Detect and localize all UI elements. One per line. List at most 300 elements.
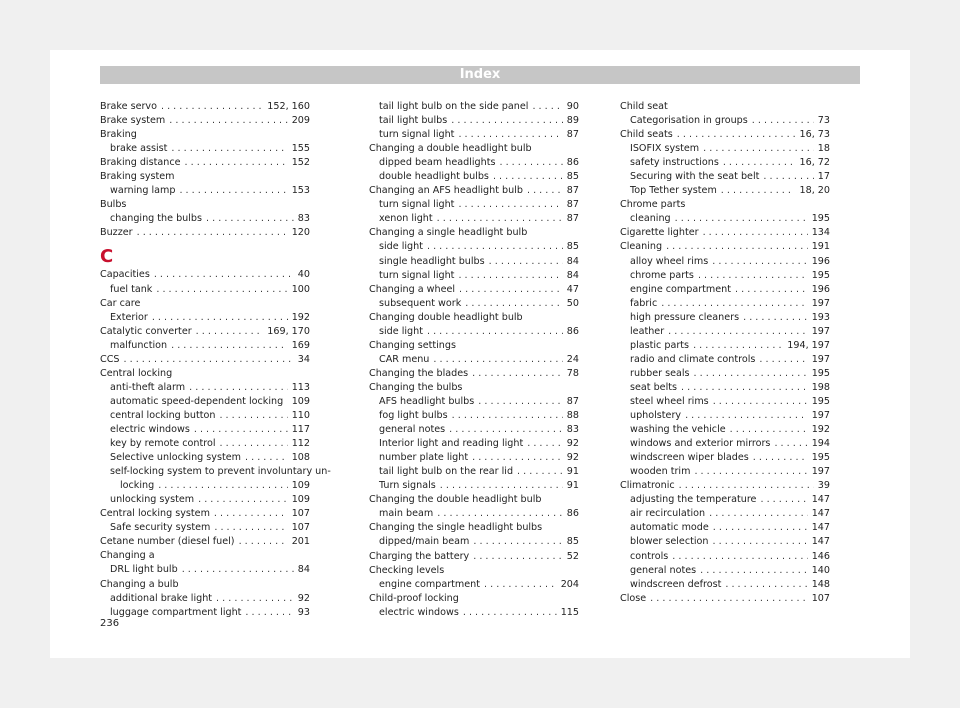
dot-leader <box>182 563 294 577</box>
entry-term: Climatronic <box>620 480 675 492</box>
entry-page-ref[interactable]: 87 <box>566 185 579 197</box>
index-heading: Changing double headlight bulb <box>369 311 523 323</box>
entry-page-ref[interactable]: 197 <box>811 410 830 422</box>
entry-page-ref[interactable]: 91 <box>566 466 579 478</box>
index-column-1 <box>100 100 331 620</box>
entry-page-ref[interactable]: 18, 20 <box>799 185 830 197</box>
entry-term: Child seats <box>620 129 673 141</box>
index-subentry <box>369 479 579 493</box>
entry-page-ref[interactable]: 89 <box>566 115 579 127</box>
entry-page-ref[interactable]: 192 <box>291 311 310 323</box>
entry-page-ref[interactable]: 197 <box>811 353 830 365</box>
entry-page-ref[interactable]: 84 <box>566 255 579 267</box>
entry-page-ref[interactable]: 86 <box>566 157 579 169</box>
index-heading: Car care <box>100 297 141 309</box>
entry-page-ref[interactable]: 146 <box>811 550 830 562</box>
index-subentry <box>100 479 310 493</box>
index-subentry <box>620 142 830 156</box>
index-subentry <box>100 563 310 577</box>
index-subentry <box>369 535 579 549</box>
index-subentry <box>369 128 579 142</box>
entry-page-ref[interactable]: 195 <box>811 395 830 407</box>
entry-page-ref[interactable]: 16, 73 <box>799 129 830 141</box>
dot-leader <box>730 423 808 437</box>
entry-term: Brake system <box>100 115 166 127</box>
entry-page-ref[interactable]: 169, 170 <box>267 325 310 337</box>
entry-term: luggage compartment light <box>110 606 242 618</box>
index-entry <box>100 226 310 240</box>
index-subentry <box>100 395 310 409</box>
entry-term: tail light bulb on the side panel <box>379 101 529 112</box>
index-subentry <box>369 578 579 592</box>
entry-term: tail light bulbs <box>379 115 448 127</box>
dot-leader <box>478 395 563 409</box>
entry-page-ref[interactable]: 195 <box>811 213 830 225</box>
index-entry <box>620 128 830 142</box>
dot-leader <box>489 255 563 269</box>
index-subentry <box>620 423 830 437</box>
entry-term: engine compartment <box>379 578 481 590</box>
entry-page-ref[interactable]: 52 <box>566 550 579 562</box>
entry-term: Turn signals <box>379 480 436 492</box>
entry-term: Braking distance <box>100 157 181 169</box>
index-entry <box>369 184 579 198</box>
entry-term: fog light bulbs <box>379 410 448 422</box>
dot-leader <box>124 353 294 367</box>
dot-leader <box>459 283 563 297</box>
entry-term: Changing a wheel <box>369 283 456 295</box>
entry-page-ref[interactable]: 197 <box>811 325 830 337</box>
entry-page-ref[interactable]: 109 <box>291 480 310 492</box>
dot-leader <box>532 100 562 114</box>
entry-page-ref[interactable]: 92 <box>566 452 579 464</box>
entry-page-ref[interactable]: 192 <box>811 424 830 436</box>
dot-leader <box>679 479 814 493</box>
entry-term: single headlight bulbs <box>379 255 485 267</box>
entry-page-ref[interactable]: 201 <box>291 536 310 548</box>
entry-term: Central locking system <box>100 508 210 520</box>
index-entry <box>100 507 310 521</box>
entry-page-ref[interactable]: 90 <box>566 101 579 112</box>
entry-page-ref[interactable]: 88 <box>566 410 579 422</box>
dot-leader <box>214 507 288 521</box>
entry-page-ref[interactable]: 87 <box>566 199 579 211</box>
index-heading: Bulbs <box>100 199 127 211</box>
entry-term: CAR menu <box>379 353 430 365</box>
dot-leader <box>677 128 796 142</box>
entry-term: locking <box>120 480 155 492</box>
entry-term: windscreen defrost <box>630 578 722 590</box>
entry-term: automatic mode <box>630 522 709 534</box>
entry-term: leather <box>630 325 665 337</box>
dot-leader <box>214 521 287 535</box>
dot-leader <box>137 226 288 240</box>
entry-term: side light <box>379 325 423 337</box>
entry-term: automatic speed-dependent locking <box>110 395 284 407</box>
entry-page-ref[interactable]: 140 <box>811 564 830 576</box>
dot-leader <box>158 479 287 493</box>
index-subentry <box>369 395 579 409</box>
entry-term: Securing with the seat belt <box>630 171 760 183</box>
index-subentry <box>369 325 579 339</box>
entry-page-ref[interactable]: 78 <box>566 367 579 379</box>
dot-leader <box>433 353 562 367</box>
dot-leader <box>721 184 796 198</box>
entry-term: adjusting the temperature <box>630 494 757 506</box>
entry-page-ref[interactable]: 18 <box>817 143 830 155</box>
index-subentry <box>620 451 830 465</box>
dot-leader <box>179 184 287 198</box>
index-subheading: self-locking system to prevent involuntary un- <box>110 466 331 478</box>
index-subentry <box>620 437 830 451</box>
entry-term: electric windows <box>110 423 190 435</box>
dot-leader <box>712 255 807 269</box>
dot-leader <box>735 283 808 297</box>
entry-page-ref[interactable]: 40 <box>297 269 310 281</box>
dot-leader <box>743 311 808 325</box>
entry-term: number plate light <box>379 452 469 464</box>
entry-term: controls <box>630 550 669 562</box>
dot-leader <box>440 479 563 493</box>
entry-term: high pressure cleaners <box>630 311 740 323</box>
index-subentry <box>620 325 830 339</box>
entry-page-ref[interactable]: 93 <box>297 606 310 618</box>
entry-term: DRL light bulb <box>110 564 178 576</box>
index-heading: Braking <box>100 129 137 141</box>
dot-leader <box>709 507 808 521</box>
entry-page-ref[interactable]: 92 <box>566 438 579 450</box>
entry-term: radio and climate controls <box>630 353 756 365</box>
entry-page-ref[interactable]: 155 <box>291 143 310 155</box>
dot-leader <box>666 240 808 254</box>
entry-term: Capacities <box>100 269 150 281</box>
entry-page-ref[interactable]: 39 <box>817 480 830 492</box>
index-entry <box>620 226 830 240</box>
index-entry <box>100 353 310 367</box>
entry-page-ref[interactable]: 147 <box>811 494 830 506</box>
index-subentry <box>620 114 830 128</box>
entry-term: seat belts <box>630 381 678 393</box>
index-subentry <box>100 592 310 606</box>
entry-term: double headlight bulbs <box>379 171 489 183</box>
entry-term: turn signal light <box>379 129 455 141</box>
index-entry <box>369 367 579 381</box>
index-subentry <box>620 297 830 311</box>
dot-leader <box>713 395 808 409</box>
index-entry <box>100 535 310 549</box>
dot-leader <box>161 100 263 114</box>
index-subentry <box>620 269 830 283</box>
dot-leader <box>185 156 288 170</box>
entry-page-ref[interactable]: 108 <box>291 452 310 464</box>
entry-page-ref[interactable]: 87 <box>566 395 579 407</box>
dot-leader <box>196 325 264 339</box>
entry-page-ref[interactable]: 209 <box>291 115 310 127</box>
entry-page-ref[interactable]: 193 <box>811 311 830 323</box>
dot-leader <box>427 325 563 339</box>
index-subentry <box>620 550 830 564</box>
dot-leader <box>493 170 563 184</box>
entry-page-ref[interactable]: 195 <box>811 367 830 379</box>
index-column-2 <box>369 100 579 620</box>
dot-leader <box>245 606 293 620</box>
entry-term: upholstery <box>630 410 682 422</box>
entry-term: AFS headlight bulbs <box>379 395 475 407</box>
index-entry <box>620 240 830 254</box>
index-heading: Changing a <box>100 550 155 562</box>
entry-page-ref[interactable]: 191 <box>811 241 830 253</box>
dot-leader <box>219 437 287 451</box>
dot-leader <box>650 592 808 606</box>
entry-page-ref[interactable]: 197 <box>811 466 830 478</box>
dot-leader <box>681 381 808 395</box>
entry-term: turn signal light <box>379 199 455 211</box>
index-subentry <box>100 437 310 451</box>
entry-term: general notes <box>379 424 446 436</box>
entry-term: dipped beam headlights <box>379 157 496 169</box>
dot-leader <box>713 521 808 535</box>
index-subentry <box>100 212 310 226</box>
entry-page-ref[interactable]: 85 <box>566 241 579 253</box>
entry-page-ref[interactable]: 153 <box>291 185 310 197</box>
entry-page-ref[interactable]: 85 <box>566 171 579 183</box>
entry-page-ref[interactable]: 109 <box>291 494 310 506</box>
entry-term: engine compartment <box>630 283 732 295</box>
index-letter-heading: C <box>100 246 114 268</box>
index-subentry <box>100 423 310 437</box>
entry-page-ref[interactable]: 113 <box>291 381 310 393</box>
entry-page-ref[interactable]: 195 <box>811 269 830 281</box>
entry-term: Buzzer <box>100 227 133 239</box>
index-subentry <box>369 465 579 479</box>
entry-term: wooden trim <box>630 466 691 478</box>
entry-term: xenon light <box>379 213 433 225</box>
entry-page-ref[interactable]: 24 <box>566 353 579 365</box>
entry-term: additional brake light <box>110 592 213 604</box>
entry-term: warning lamp <box>110 185 176 197</box>
index-subentry <box>100 493 310 507</box>
entry-page-ref[interactable]: 83 <box>297 213 310 225</box>
dot-leader <box>194 423 288 437</box>
entry-term: rubber seals <box>630 367 690 379</box>
entry-term: Interior light and reading light <box>379 438 524 450</box>
entry-page-ref[interactable]: 152, 160 <box>267 101 310 112</box>
entry-term: alloy wheel rims <box>630 255 709 267</box>
entry-page-ref[interactable]: 100 <box>291 283 310 295</box>
entry-page-ref[interactable]: 47 <box>566 283 579 295</box>
dot-leader <box>449 423 563 437</box>
entry-term: Selective unlocking system <box>110 452 241 464</box>
index-subentry <box>620 170 830 184</box>
entry-page-ref[interactable]: 117 <box>291 423 310 435</box>
entry-page-ref[interactable]: 120 <box>291 227 310 239</box>
index-subentry <box>620 535 830 549</box>
index-heading: Changing a double headlight bulb <box>369 143 532 155</box>
dot-leader <box>189 381 288 395</box>
entry-page-ref[interactable]: 17 <box>817 171 830 183</box>
entry-page-ref[interactable]: 87 <box>566 213 579 225</box>
entry-page-ref[interactable]: 107 <box>811 592 830 604</box>
index-subentry <box>369 297 579 311</box>
dot-leader <box>437 212 563 226</box>
entry-page-ref[interactable]: 110 <box>291 409 310 421</box>
index-subentry <box>620 367 830 381</box>
index-subentry <box>369 507 579 521</box>
entry-page-ref[interactable]: 92 <box>297 592 310 604</box>
entry-page-ref[interactable]: 83 <box>566 424 579 436</box>
dot-leader <box>473 535 562 549</box>
index-entry <box>100 268 310 282</box>
entry-page-ref[interactable]: 109 <box>291 395 310 407</box>
index-subentry <box>369 255 579 269</box>
index-subentry <box>100 521 310 535</box>
index-entry <box>620 479 830 493</box>
entry-term: fabric <box>630 297 658 309</box>
index-subentry <box>369 269 579 283</box>
entry-term: brake assist <box>110 143 168 155</box>
dot-leader <box>694 465 807 479</box>
entry-term: malfunction <box>110 339 168 351</box>
index-subentry <box>620 493 830 507</box>
entry-page-ref[interactable]: 194 <box>811 438 830 450</box>
index-column-3 <box>620 100 830 606</box>
entry-page-ref[interactable]: 148 <box>811 578 830 590</box>
entry-page-ref[interactable]: 196 <box>811 255 830 267</box>
dot-leader <box>725 578 807 592</box>
entry-page-ref[interactable]: 112 <box>291 438 310 450</box>
entry-page-ref[interactable]: 196 <box>811 283 830 295</box>
entry-term: tail light bulb on the rear lid <box>379 466 514 478</box>
entry-page-ref[interactable]: 91 <box>566 480 579 492</box>
index-heading: Changing the single headlight bulbs <box>369 522 543 534</box>
index-subentry <box>620 465 830 479</box>
entry-term: CCS <box>100 353 120 365</box>
index-subentry <box>620 578 830 592</box>
entry-page-ref[interactable]: 115 <box>560 606 579 618</box>
dot-leader <box>239 535 288 549</box>
index-subentry <box>620 409 830 423</box>
entry-page-ref[interactable]: 169 <box>291 339 310 351</box>
entry-page-ref[interactable]: 84 <box>566 269 579 281</box>
entry-page-ref[interactable]: 195 <box>811 452 830 464</box>
dot-leader <box>472 367 563 381</box>
index-subentry <box>369 240 579 254</box>
index-subentry <box>620 381 830 395</box>
entry-page-ref[interactable]: 34 <box>297 353 310 365</box>
index-subentry <box>620 507 830 521</box>
dot-leader <box>713 535 808 549</box>
index-subentry <box>620 283 830 297</box>
index-subentry <box>369 451 579 465</box>
entry-term: Cigarette lighter <box>620 227 699 239</box>
index-subentry <box>369 100 579 114</box>
dot-leader <box>527 184 563 198</box>
entry-page-ref[interactable]: 73 <box>817 115 830 127</box>
entry-term: windows and exterior mirrors <box>630 438 771 450</box>
dot-leader <box>517 465 563 479</box>
entry-page-ref[interactable]: 147 <box>811 536 830 548</box>
index-subentry <box>369 156 579 170</box>
dot-leader <box>703 142 814 156</box>
index-subentry <box>100 451 310 465</box>
dot-leader <box>760 493 807 507</box>
index-subentry <box>100 311 310 325</box>
entry-page-ref[interactable]: 84 <box>297 564 310 576</box>
dot-leader <box>685 409 808 423</box>
index-heading: Child-proof locking <box>369 592 459 604</box>
entry-page-ref[interactable]: 198 <box>811 381 830 393</box>
entry-page-ref[interactable]: 134 <box>811 227 830 239</box>
entry-page-ref[interactable]: 194, 197 <box>787 339 830 351</box>
index-subentry <box>369 198 579 212</box>
dot-leader <box>675 212 808 226</box>
dot-leader <box>672 550 807 564</box>
entry-page-ref[interactable]: 107 <box>291 508 310 520</box>
entry-term: blower selection <box>630 536 709 548</box>
index-entry <box>100 114 310 128</box>
entry-page-ref[interactable]: 204 <box>560 578 579 590</box>
index-heading: Changing the bulbs <box>369 381 463 393</box>
dot-leader <box>694 367 808 381</box>
dot-leader <box>437 507 563 521</box>
entry-term: electric windows <box>379 606 459 618</box>
entry-term: ISOFIX system <box>630 143 700 155</box>
dot-leader <box>484 578 557 592</box>
dot-leader <box>472 451 563 465</box>
entry-page-ref[interactable]: 16, 72 <box>799 157 830 169</box>
index-heading: Central locking <box>100 367 173 379</box>
entry-term: steel wheel rims <box>630 395 709 407</box>
entry-page-ref[interactable]: 147 <box>811 522 830 534</box>
entry-page-ref[interactable]: 85 <box>566 536 579 548</box>
index-subentry <box>369 170 579 184</box>
dot-leader <box>458 128 562 142</box>
dot-leader <box>753 451 808 465</box>
index-entry <box>100 325 310 339</box>
entry-page-ref[interactable]: 147 <box>811 508 830 520</box>
index-heading: Checking levels <box>369 564 445 576</box>
index-heading: Chrome parts <box>620 199 686 211</box>
index-entry <box>369 550 579 564</box>
entry-term: Exterior <box>110 311 148 323</box>
entry-term: main beam <box>379 508 434 520</box>
index-subentry <box>620 339 830 353</box>
entry-term: side light <box>379 241 423 253</box>
entry-page-ref[interactable]: 86 <box>566 508 579 520</box>
index-subentry <box>100 142 310 156</box>
index-subentry <box>100 283 310 297</box>
entry-page-ref[interactable]: 197 <box>811 297 830 309</box>
index-subentry <box>620 156 830 170</box>
dot-leader <box>198 493 288 507</box>
entry-term: plastic parts <box>630 339 690 351</box>
entry-term: general notes <box>630 564 697 576</box>
index-subentry <box>369 606 579 620</box>
entry-page-ref[interactable]: 107 <box>291 522 310 534</box>
index-subentry <box>369 423 579 437</box>
index-entry <box>100 100 310 114</box>
index-page <box>50 50 910 658</box>
index-subentry <box>369 212 579 226</box>
entry-term: central locking button <box>110 409 216 421</box>
entry-page-ref[interactable]: 50 <box>566 297 579 309</box>
entry-page-ref[interactable]: 87 <box>566 129 579 141</box>
entry-term: air recirculation <box>630 508 706 520</box>
entry-term: Brake servo <box>100 101 157 112</box>
dot-leader <box>661 297 807 311</box>
entry-page-ref[interactable]: 86 <box>566 325 579 337</box>
entry-page-ref[interactable]: 152 <box>291 157 310 169</box>
